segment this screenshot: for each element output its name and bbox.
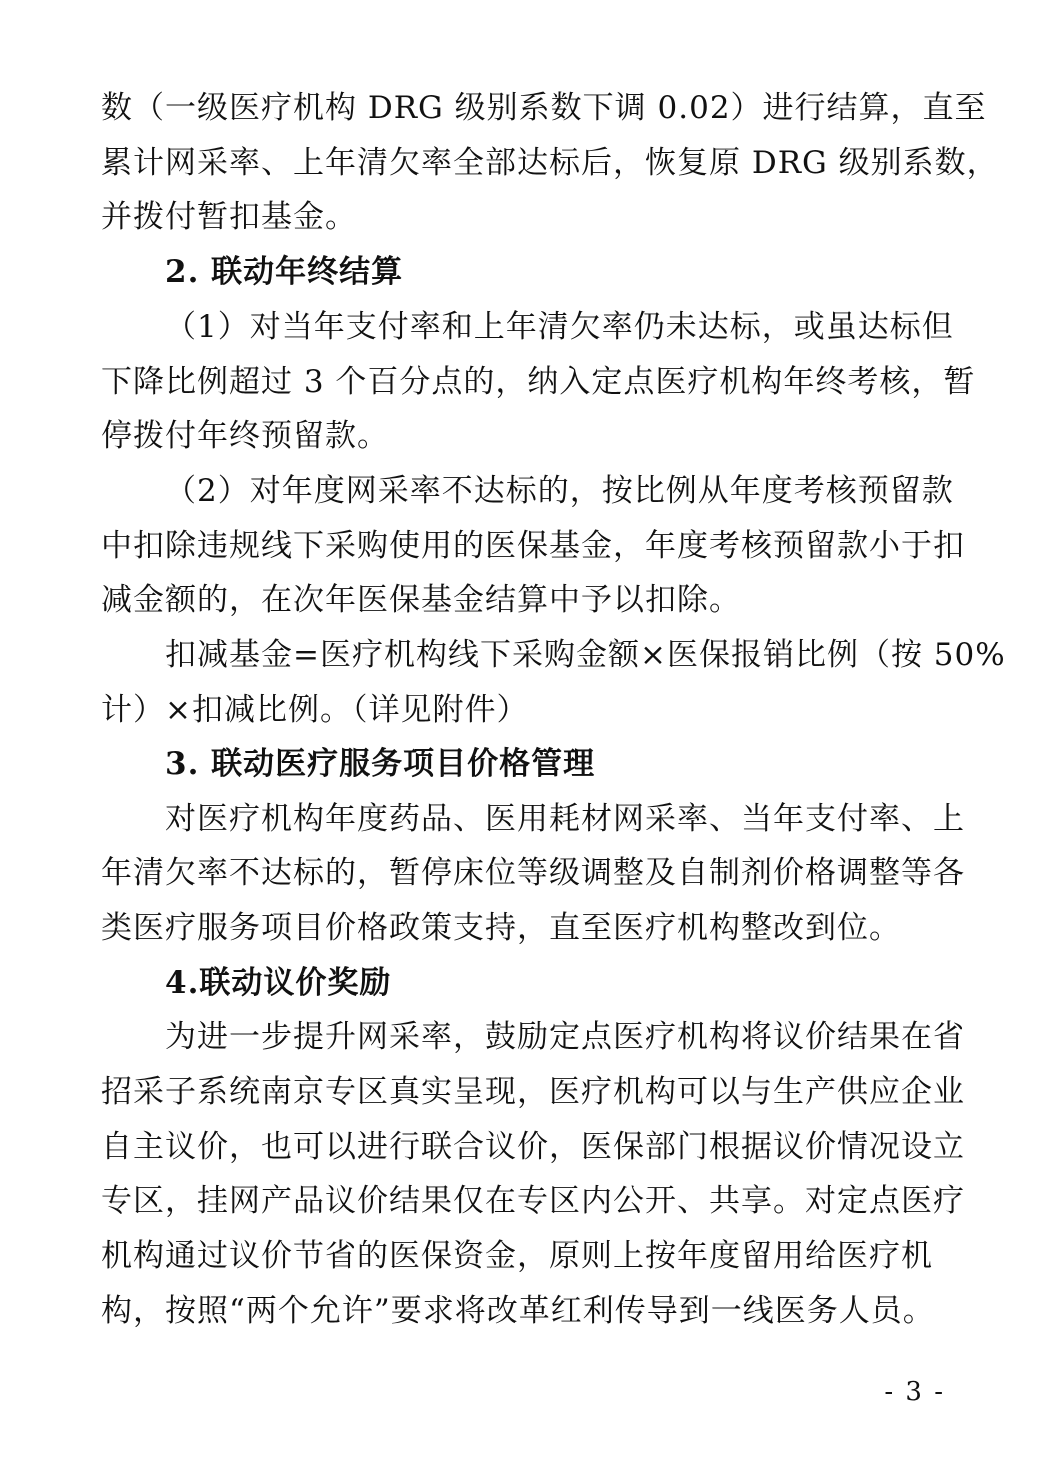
- body-text-line: 对医疗机构年度药品、医用耗材网采率、当年支付率、上: [165, 801, 965, 837]
- body-text-line: 招采子系统南京专区真实呈现，医疗机构可以与生产供应企业: [101, 1074, 965, 1110]
- body-text-line: 数（一级医疗机构 DRG 级别系数下调 0.02）进行结算，直至: [101, 90, 987, 126]
- body-text-line: 自主议价，也可以进行联合议价，医保部门根据议价情况设立: [101, 1129, 965, 1165]
- body-text-line: 减金额的，在次年医保基金结算中予以扣除。: [101, 582, 741, 618]
- body-text-line: 并拨付暂扣基金。: [101, 199, 357, 235]
- formula-text-line: 计）×扣减比例。（详见附件）: [101, 692, 529, 728]
- body-text-line: 专区，挂网产品议价结果仅在专区内公开、共享。对定点医疗: [101, 1183, 965, 1219]
- body-text-line: 类医疗服务项目价格政策支持，直至医疗机构整改到位。: [101, 910, 901, 946]
- section-heading: 3. 联动医疗服务项目价格管理: [165, 746, 596, 782]
- page-number: - 3 -: [884, 1377, 945, 1407]
- body-text-line: 下降比例超过 3 个百分点的，纳入定点医疗机构年终考核，暂: [101, 364, 976, 400]
- formula-text-line: 扣减基金=医疗机构线下采购金额×医保报销比例（按 50%: [165, 637, 1006, 673]
- body-text-line: （2）对年度网采率不达标的，按比例从年度考核预留款: [165, 473, 954, 509]
- body-text-line: 机构通过议价节省的医保资金，原则上按年度留用给医疗机: [101, 1238, 933, 1274]
- body-text-line: 停拨付年终预留款。: [101, 418, 389, 454]
- body-text-line: 为进一步提升网采率，鼓励定点医疗机构将议价结果在省: [165, 1019, 965, 1055]
- body-text-line: 中扣除违规线下采购使用的医保基金，年度考核预留款小于扣: [101, 528, 965, 564]
- section-heading: 4.联动议价奖励: [165, 965, 392, 1001]
- body-text-line: 构，按照“两个允许”要求将改革红利传导到一线医务人员。: [101, 1293, 935, 1329]
- body-text-line: 累计网采率、上年清欠率全部达标后，恢复原 DRG 级别系数，: [101, 145, 999, 181]
- body-text-line: 年清欠率不达标的，暂停床位等级调整及自制剂价格调整等各: [101, 855, 965, 891]
- section-heading: 2. 联动年终结算: [165, 254, 404, 290]
- body-text-line: （1）对当年支付率和上年清欠率仍未达标，或虽达标但: [165, 309, 954, 345]
